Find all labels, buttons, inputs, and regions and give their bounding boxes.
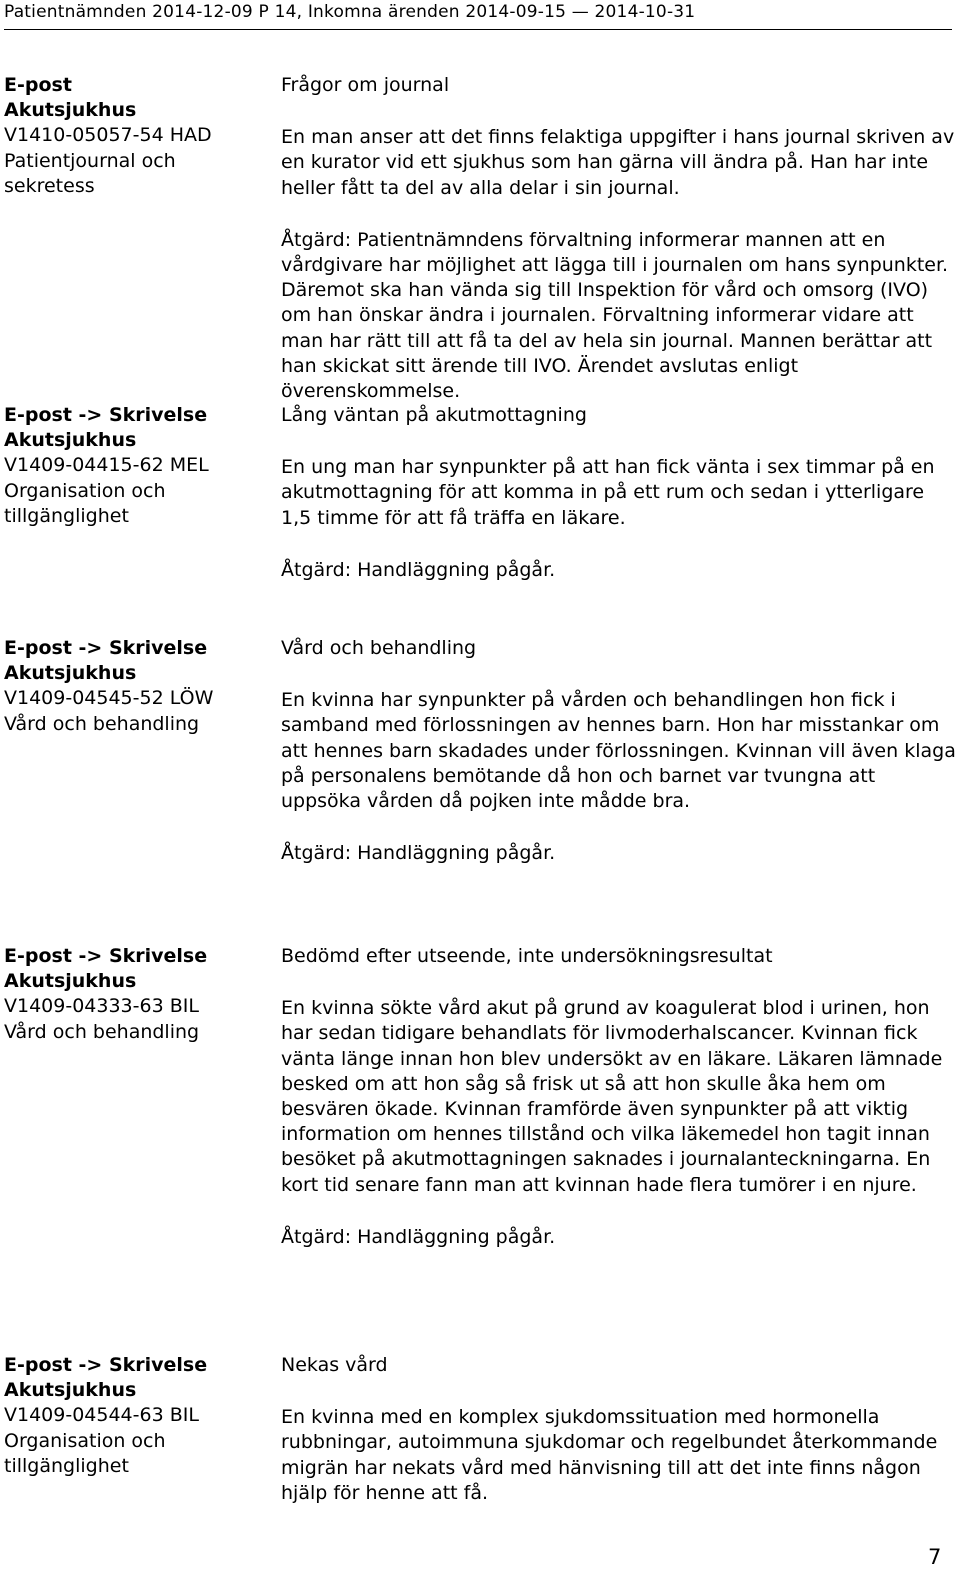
case-unit: Akutsjukhus [4,1379,137,1402]
case-unit: Akutsjukhus [4,429,137,452]
case-description: En ung man har synpunkter på att han fick vänta i sex timmar på en akutmottagning för att komma in på ett rum och sedan i ytterligare 1,5 timme för att få träffa en läkare. [281,456,935,529]
case-meta [4,403,264,529]
case-channel: E-post [4,74,72,96]
case-meta [4,73,264,199]
case-topic: Bedömd efter utseende, inte undersökningsresultat [281,945,773,967]
header-title: Patientnämnden 2014-12-09 P 14, Inkomna ärenden 2014-09-15 — 2014-10-31 [4,2,696,22]
case-description: En kvinna sökte vård akut på grund av koagulerat blod i urinen, hon har sedan tidigare behandlats för livmoderhalscancer. Kvinnan fick vänta länge innan hon blev undersökt av en läkare. Läkaren lämnade besked om att hon såg så frisk ut så att hon skulle åka hem om besvären ökade. Kvinnan framförde även synpunkter på att viktig information om hennes tillstånd och vilka läkemedel hon tagit innan besöket på akutmottagningen saknades i journalanteckningarna. En kort tid senare fann man att kvinnan hade flera tumörer i en njure. [281,997,943,1196]
case-body [281,944,957,1277]
case-action: Åtgärd: Handläggning pågår. [281,558,556,581]
case-channel: E-post -> Skrivelse [4,945,208,967]
case-action: Åtgärd: Handläggning pågår. [281,842,556,865]
case-channel: E-post -> Skrivelse [4,404,208,426]
case-action: Åtgärd: Handläggning pågår. [281,1225,556,1248]
case-id: V1409-04545-52 LÖW [4,687,214,710]
case-description: En kvinna med en komplex sjukdomssituation med hormonella rubbningar, autoimmuna sjukdomar och regelbundet återkommande migrän har nekats vård med hänvisning till att det inte finns någon hjälp för henne att få. [281,1406,938,1504]
case-body [281,636,957,893]
case-meta [4,636,264,737]
case-topic: Vård och behandling [281,637,477,659]
case-action: Åtgärd: Patientnämndens förvaltning informerar mannen att en vårdgivare har möjlighet att lägga till i journalen om hans synpunkter. Däremot ska han vända sig till Inspektion för vård och omsorg (IVO) om han önskar ändra i journalen. Förvaltning informerar vidare att man har rätt till att få ta del av hela sin journal. Mannen berättar att han skickat sitt ärende till IVO. Ärendet avslutas enligt överenskommelse. [281,228,949,403]
case-topic: Frågor om journal [281,74,450,96]
case-category: Organisation och tillgänglighet [4,1429,166,1477]
case-body [281,1353,957,1533]
case-unit: Akutsjukhus [4,662,137,685]
case-meta [4,944,264,1045]
case-id: V1410-05057-54 HAD [4,124,212,147]
case-category: Vård och behandling [4,1020,200,1043]
case-channel: E-post -> Skrivelse [4,637,208,659]
case-description: En man anser att det finns felaktiga uppgifter i hans journal skriven av en kurator vid ett sjukhus som han gärna vill ändra på. Han har inte heller fått ta del av alla delar i sin journal. [281,126,955,199]
case-description: En kvinna har synpunkter på vården och behandlingen hon fick i samband med förlossningen av hennes barn. Hon har misstankar om att hennes barn skadades under förlossningen. Kvinnan vill även klaga på personalens bemötande då hon och barnet var tvungna att uppsöka vården då pojken inte mådde bra. [281,689,956,813]
case-category: Organisation och tillgänglighet [4,479,166,527]
page-header [4,0,952,30]
case-id: V1409-04415-62 MEL [4,454,209,477]
case-meta [4,1353,264,1479]
case-id: V1409-04333-63 BIL [4,995,199,1018]
case-topic: Nekas vård [281,1354,388,1376]
case-unit: Akutsjukhus [4,99,137,122]
case-body [281,73,957,404]
case-id: V1409-04544-63 BIL [4,1404,199,1427]
case-body [281,403,957,610]
case-channel: E-post -> Skrivelse [4,1354,208,1376]
case-category: Patientjournal och sekretess [4,149,176,197]
case-unit: Akutsjukhus [4,970,137,993]
case-category: Vård och behandling [4,712,200,735]
case-topic: Lång väntan på akutmottagning [281,404,587,426]
page-number: 7 [928,1545,942,1569]
